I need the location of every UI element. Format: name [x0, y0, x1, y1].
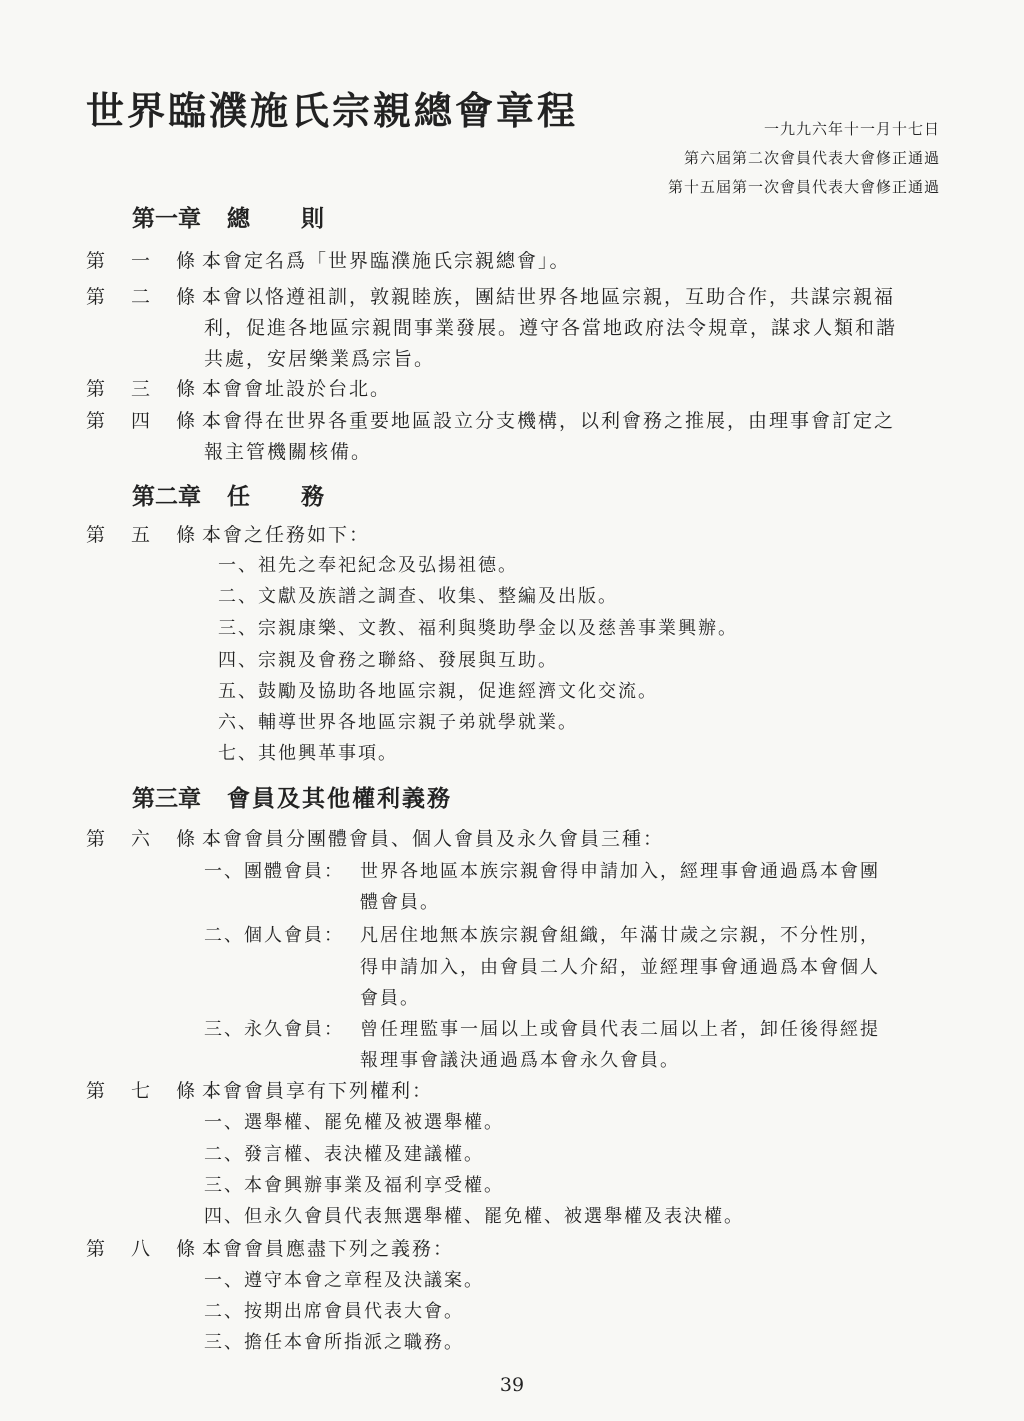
list-item: 四、宗親及會務之聯絡、發展與互助。	[218, 650, 558, 671]
list-item: 四、但永久會員代表無選舉權、罷免權、被選舉權及表決權。	[204, 1206, 744, 1227]
article-text: 本會會址設於台北。	[202, 378, 392, 400]
article	[86, 374, 391, 401]
chapter-number: 第二章	[132, 484, 201, 510]
article	[86, 1076, 433, 1103]
member-type-text: 世界各地區本族宗親會得申請加入，經理事會通過爲本會團	[360, 861, 880, 882]
list-item: 三、擔任本會所指派之職務。	[204, 1332, 464, 1353]
list-item: 二、發言權、表決權及建議權。	[204, 1144, 484, 1165]
article	[86, 246, 571, 273]
member-type-text: 報理事會議決通過爲本會永久會員。	[360, 1050, 680, 1071]
list-item: 二、按期出席會員代表大會。	[204, 1301, 464, 1322]
article-number: 第 二 條：	[86, 286, 235, 308]
article-number: 第 一 條：	[86, 250, 235, 272]
article-text: 本會會員應盡下列之義務：	[202, 1238, 455, 1260]
article-text: 本會以恪遵祖訓，敦親睦族，團結世界各地區宗親，互助合作，共謀宗親福	[202, 286, 896, 308]
list-item: 一、遵守本會之章程及決議案。	[204, 1270, 484, 1291]
article-text: 本會之任務如下：	[202, 524, 371, 546]
list-item: 一、選舉權、罷免權及被選舉權。	[204, 1112, 504, 1133]
member-type-text: 體會員。	[360, 892, 440, 913]
document-title: 世界臨濮施氏宗親總會章程	[86, 89, 579, 133]
article-text: 報主管機關核備。	[204, 441, 373, 463]
article	[86, 406, 895, 433]
list-item: 六、輔導世界各地區宗親子弟就學就業。	[218, 712, 578, 733]
member-type-label: 三、永久會員：	[204, 1019, 344, 1040]
article-number: 第 四 條：	[86, 410, 235, 432]
article-number: 第 三 條：	[86, 378, 235, 400]
page-number: 39	[499, 1374, 525, 1396]
revision-note: 第六屆第二次會員代表大會修正通過	[683, 149, 940, 167]
article	[86, 282, 895, 309]
member-type-text: 凡居住地無本族宗親會組織，年滿廿歲之宗親，不分性別，	[360, 925, 880, 946]
revision-note: 第十五屆第一次會員代表大會修正通過	[667, 178, 940, 196]
list-item: 三、宗親康樂、文教、福利與獎助學金以及慈善事業興辦。	[218, 618, 738, 639]
member-type-label: 二、個人會員：	[204, 925, 344, 946]
list-item: 五、鼓勵及協助各地區宗親，促進經濟文化交流。	[218, 681, 658, 702]
article	[86, 520, 370, 547]
member-type-text: 得申請加入，由會員二人介紹，並經理事會通過爲本會個人	[360, 957, 880, 978]
article	[86, 1234, 454, 1261]
chapter-name: 任 務	[227, 484, 338, 510]
member-type-text: 曾任理監事一屆以上或會員代表二屆以上者，卸任後得經提	[360, 1019, 880, 1040]
chapter-number: 第三章	[132, 786, 201, 812]
list-item: 七、其他興革事項。	[218, 743, 398, 764]
chapter-heading	[132, 780, 452, 813]
article-text: 共處，安居樂業爲宗旨。	[204, 348, 436, 370]
chapter-heading	[132, 200, 338, 233]
article-text: 本會定名爲「世界臨濮施氏宗親總會」。	[202, 250, 571, 272]
article-number: 第 七 條：	[86, 1080, 235, 1102]
article-number: 第 八 條：	[86, 1238, 235, 1260]
article-text: 本會得在世界各重要地區設立分支機構，以利會務之推展，由理事會訂定之	[202, 410, 896, 432]
chapter-number: 第一章	[132, 206, 201, 232]
member-type-label: 一、團體會員：	[204, 861, 344, 882]
chapter-name: 會員及其他權利義務	[227, 786, 452, 812]
member-type-text: 會員。	[360, 988, 420, 1009]
article-number: 第 五 條：	[86, 524, 235, 546]
article-text: 本會會員享有下列權利：	[202, 1080, 434, 1102]
list-item: 三、本會興辦事業及福利享受權。	[204, 1175, 504, 1196]
chapter-heading	[132, 478, 338, 511]
article	[86, 824, 664, 851]
article-text: 本會會員分團體會員、個人會員及永久會員三種：	[202, 828, 665, 850]
list-item: 一、祖先之奉祀紀念及弘揚祖德。	[218, 555, 518, 576]
chapter-name: 總 則	[227, 206, 338, 232]
adoption-date: 一九九六年十一月十七日	[763, 120, 940, 138]
list-item: 二、文獻及族譜之調查、收集、整編及出版。	[218, 586, 618, 607]
article-number: 第 六 條：	[86, 828, 235, 850]
article-text: 利，促進各地區宗親間事業發展。遵守各當地政府法令規章，謀求人類和諧	[204, 317, 898, 339]
